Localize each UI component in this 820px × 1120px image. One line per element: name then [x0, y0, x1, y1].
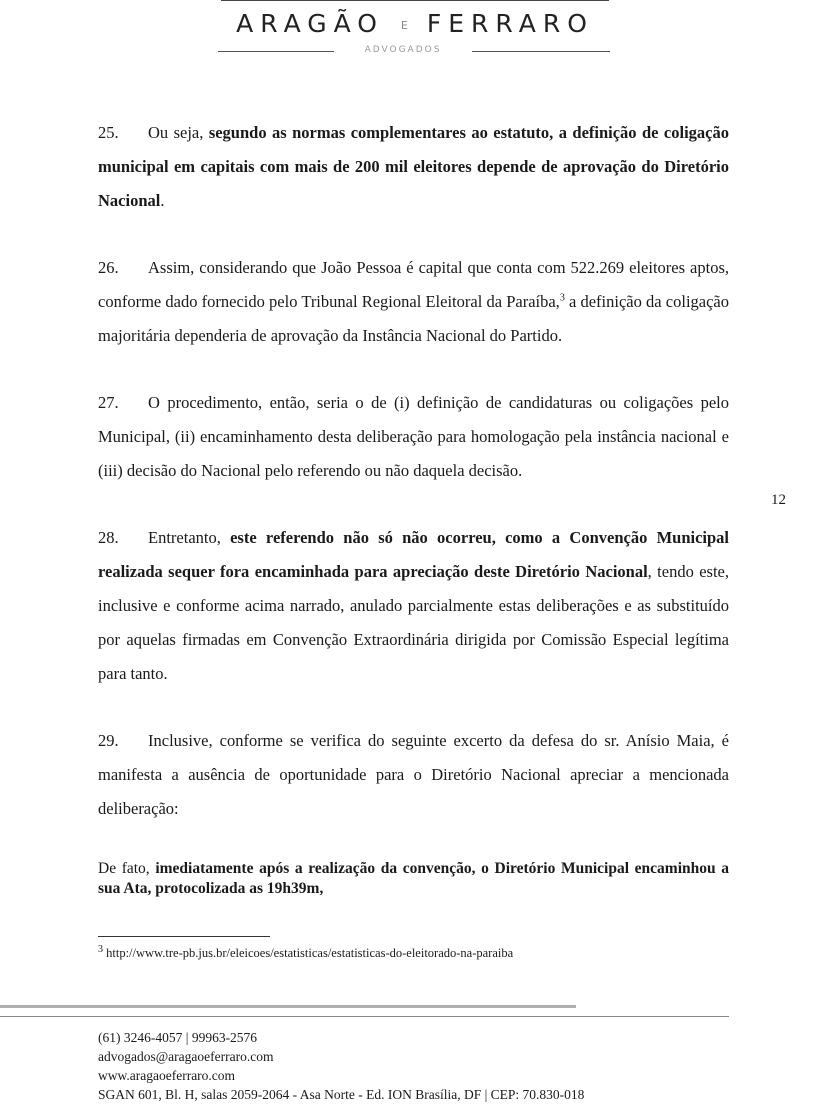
paragraph — [98, 724, 729, 826]
footnote-marker: 3 — [98, 943, 103, 955]
bold-text: segundo as normas complementares ao estatuto, a definição de coligação municipal em capitais com mais de 200 mil eleitores depende de aprovação do Diretório Nacional — [98, 123, 729, 210]
footer-contact — [98, 1028, 584, 1104]
bold-text: este referendo não só não ocorreu, como a Convenção Municipal realizada sequer fora encaminhada para apreciação deste Diretório Nacional — [98, 528, 729, 581]
logo-subtitle: ADVOGADOS — [364, 45, 442, 55]
document-body — [98, 116, 729, 932]
footer-email: advogados@aragaoeferraro.com — [98, 1049, 274, 1064]
logo-connector: E — [400, 19, 410, 32]
text-segment: Inclusive, conforme se verifica do seguinte excerto da defesa do sr. Anísio Maia, é manifesta a ausência de oportunidade para o Diretório Nacional apreciar a mencionada deliberação: — [98, 731, 729, 818]
text-segment: , tendo este, inclusive e conforme acima narrado, anulado parcialmente estas deliberações e as substituído por aquelas firmadas em Convenção Extraordinária dirigida por Comissão Especial legítima para tanto. — [98, 562, 730, 683]
footnote-reference: 3 — [559, 292, 565, 304]
paragraph-number: 26. — [98, 258, 119, 277]
bold-text: imediatamente após a realização da convenção, o Diretório Municipal encaminhou a sua Ata, protocolizada as 19h39m, — [98, 860, 730, 897]
footer-address: SGAN 601, Bl. H, salas 2059-2064 - Asa Norte - Ed. ION Brasília, DF | CEP: 70.830-018 — [98, 1087, 585, 1102]
text-segment: Assim, considerando que João Pessoa é capital que conta com 522.269 eleitores aptos, conforme dado fornecido pelo Tribunal Regional Eleitoral da Paraíba, — [98, 258, 729, 311]
footer-phone: (61) 3246-4057 | 99963-2576 — [98, 1030, 258, 1045]
logo-rule-left — [218, 51, 334, 52]
text-segment: a definição da coligação majoritária dependeria de aprovação da Instância Nacional do Partido. — [98, 292, 729, 345]
footer-rule-thin — [0, 1016, 729, 1017]
paragraph-number: 27. — [98, 393, 119, 412]
logo-rule-right — [472, 51, 610, 52]
footer-website: www.aragaoeferraro.com — [98, 1068, 236, 1083]
letterhead — [0, 0, 820, 70]
logo-subtitle-row — [218, 45, 610, 57]
text-segment: . — [160, 191, 165, 210]
paragraph-number: 28. — [98, 528, 119, 547]
paragraph-number: 25. — [98, 123, 119, 142]
logo-name-left: ARAGÃO — [236, 9, 384, 38]
footnote-separator — [98, 936, 270, 937]
footnote-text: http://www.tre-pb.jus.br/eleicoes/estatisticas/estatisticas-do-eleitorado-na-paraiba — [103, 946, 514, 960]
text-segment: Ou seja, — [148, 123, 209, 142]
paragraph-number: 29. — [98, 731, 119, 750]
footer-rule-thick — [0, 1005, 576, 1008]
paragraph — [98, 386, 729, 488]
text-segment: O procedimento, então, seria o de (i) definição de candidaturas ou coligações pelo Municipal, (ii) encaminhamento desta deliberação para homologação pela instância nacional e (iii) decisão do Nacional pelo referendo ou não daquela decisão. — [98, 393, 729, 480]
page-number: 12 — [771, 492, 786, 508]
paragraph — [98, 521, 729, 691]
paragraph — [98, 116, 729, 218]
logo-top-rule — [221, 0, 609, 1]
text-segment: Entretanto, — [148, 528, 231, 547]
firm-logo — [215, 9, 615, 38]
paragraph — [98, 251, 729, 353]
logo-name-right: FERRARO — [426, 9, 594, 38]
footnote — [98, 943, 514, 961]
block-quote — [98, 859, 729, 899]
text-segment: De fato, — [98, 860, 156, 877]
